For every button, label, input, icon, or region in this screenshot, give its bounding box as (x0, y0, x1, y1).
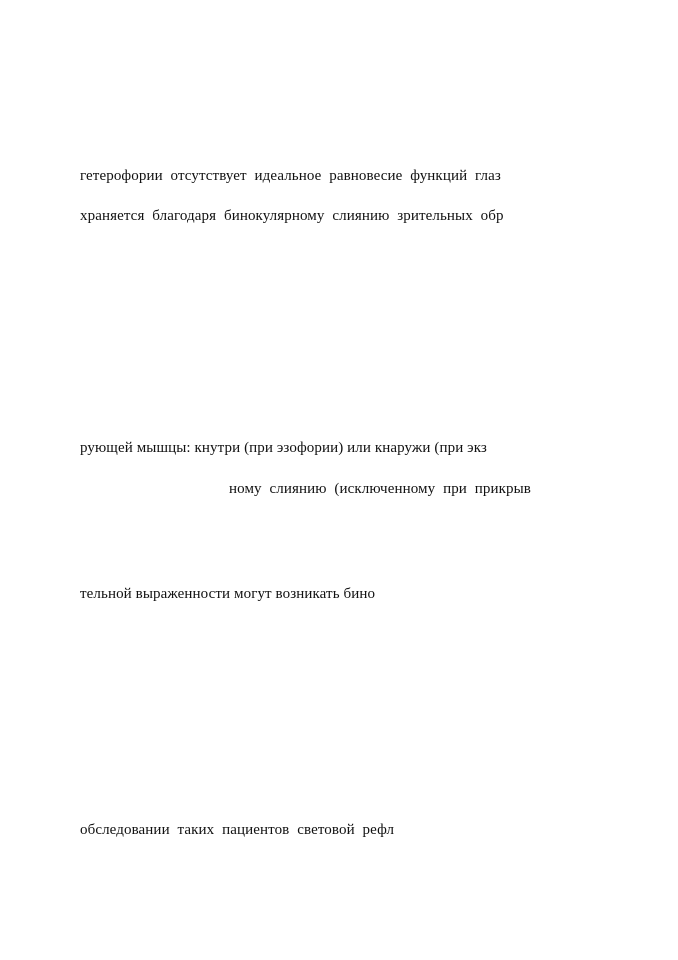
text-line-3: рующей мышцы: кнутри (при эзофории) или кнаружи (при экз (80, 440, 487, 456)
text-line-4: ному слиянию (исключенному при прикрыв (229, 481, 531, 497)
text-line-2: храняется благодаря бинокулярному слиянию зрительных обр (80, 208, 504, 224)
text-line-5: тельной выраженности могут возникать бино (80, 586, 376, 602)
text-line-6: обследовании таких пациентов световой рефл (80, 822, 395, 838)
text-line-1: гетерофории отсутствует идеальное равновесие функций глаз (80, 168, 501, 184)
